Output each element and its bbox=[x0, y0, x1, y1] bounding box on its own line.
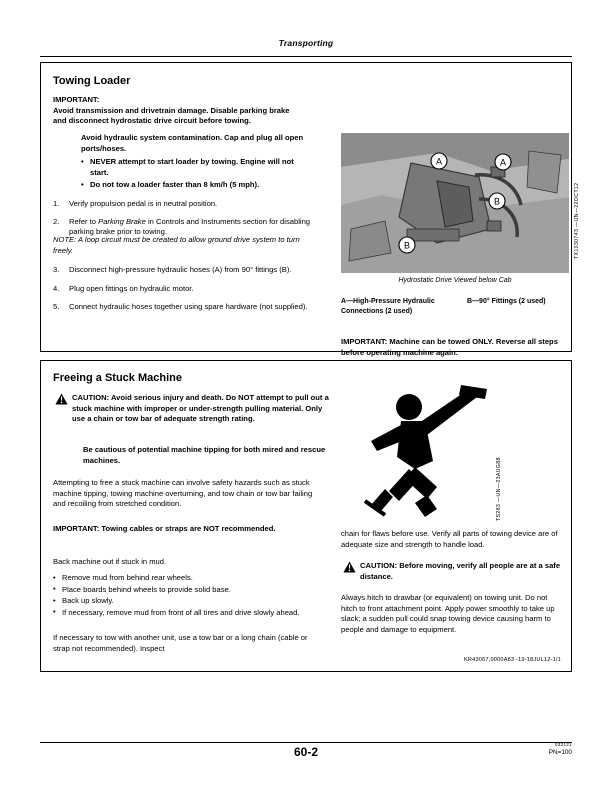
step-italic-ref: Parking Brake bbox=[98, 216, 146, 226]
bullet-dot: • bbox=[53, 595, 56, 605]
hydrostatic-drive-photo bbox=[341, 133, 569, 273]
step-1 bbox=[53, 199, 311, 210]
caution-note-2 bbox=[360, 561, 566, 582]
important-bullets-1 bbox=[81, 157, 307, 192]
step-number: 5. bbox=[53, 302, 60, 312]
important-label: IMPORTANT: bbox=[341, 337, 388, 346]
bullet-text: Place boards behind wheels to provide solid base. bbox=[62, 584, 231, 594]
paragraph-chain-flaws: chain for flaws before use. Verify all parts of towing device are of adequate size and strength to handle load. bbox=[341, 529, 558, 549]
important-note-3 bbox=[53, 524, 313, 535]
caution-note-1-para2: Be cautious of potential machine tipping for both mired and rescue machines. bbox=[83, 445, 326, 465]
important-text: Towing cables or straps are NOT recommended. bbox=[101, 524, 276, 533]
step-number: 4. bbox=[53, 283, 60, 293]
step-4 bbox=[53, 284, 311, 295]
step-text: Connect hydraulic hoses together using spare hardware (not supplied). bbox=[69, 302, 308, 312]
legend-a: A—High-Pressure Hydraulic Connections (2 used) bbox=[341, 298, 435, 315]
svg-text:B: B bbox=[403, 240, 411, 251]
footer-code: PN=100 bbox=[548, 748, 572, 756]
bullet-dot: • bbox=[53, 572, 56, 582]
step-text: Disconnect high-pressure hydraulic hoses (A) from 90° fittings (B). bbox=[69, 265, 292, 274]
bullet-dot: • bbox=[53, 607, 56, 617]
page-number: 60-2 bbox=[293, 745, 319, 759]
bullet-text: NEVER attempt to start loader by towing. Engine will not start. bbox=[90, 157, 294, 177]
warning-triangle-icon-2 bbox=[343, 561, 356, 573]
caution-note-1 bbox=[72, 393, 330, 425]
caution-label: CAUTION: bbox=[360, 561, 398, 570]
towing-steps-2 bbox=[53, 265, 311, 320]
step-text: Refer to Parking Brake in Controls and Instruments section for disabling parking brake prior to towing. bbox=[69, 216, 311, 237]
important-label: IMPORTANT: bbox=[53, 95, 100, 104]
bullet-dot: • bbox=[81, 179, 84, 189]
caution-text: Avoid serious injury and death. Do NOT attempt to pull out a stuck machine with improper or under-strength pulling material. Only use a chain or tow bar of adequate strength rating. bbox=[72, 393, 329, 424]
svg-text:A: A bbox=[435, 156, 443, 167]
footer-code-small: 032121 bbox=[554, 742, 572, 747]
step-3 bbox=[53, 265, 311, 276]
photo-side-code-2: TS263 —UN—23AUG88 bbox=[496, 457, 502, 521]
important-note-1 bbox=[53, 95, 305, 127]
important-note-1-para2: Avoid hydraulic system contamination. Cap and plug all open ports/hoses. bbox=[81, 133, 304, 153]
section-towing-loader bbox=[40, 62, 580, 357]
bullet-text: If necessary, remove mud from front of all tires and drive slowly ahead. bbox=[62, 607, 300, 617]
bullet-text: Remove mud from behind rear wheels. bbox=[62, 573, 193, 582]
paragraph-stuck-hazards: Attempting to free a stuck machine can involve safety hazards such as stuck machine tipping, towing machine overturning, and tow chain or tow bar failing and recoiling from stretched condition. bbox=[53, 478, 313, 509]
bullet-text: Back up slowly. bbox=[62, 596, 114, 606]
caution-text: Before moving, verify all people are at a safe distance. bbox=[360, 561, 561, 581]
bullet-dot: • bbox=[81, 156, 84, 166]
note-loop-circuit: NOTE: A loop circuit must be created to allow ground drive system to turn freely. bbox=[53, 235, 300, 255]
step-number: 1. bbox=[53, 199, 60, 208]
important-note-2 bbox=[341, 337, 569, 358]
legend-b: B—90° Fittings (2 used) bbox=[467, 298, 546, 305]
paragraph-back-machine-out: Back machine out if stuck in mud. bbox=[53, 557, 167, 566]
caution-label: CAUTION: bbox=[72, 393, 110, 402]
bullet-text: Do not tow a loader faster than 8 km/h (5 mph). bbox=[90, 180, 260, 190]
footer-divider bbox=[40, 742, 572, 743]
step-number: 2. bbox=[53, 216, 60, 226]
step-5 bbox=[53, 302, 311, 313]
section-freeing-stuck-machine bbox=[40, 360, 572, 672]
hydrostatic-drive-illustration bbox=[341, 133, 569, 273]
paragraph-hitch-drawbar: Always hitch to drawbar (or equivalent) on towing unit. Do not hitch to front attachment point. Apply power smoothly to take up slack; a sudden pull could snap towing device causing harm to people and damage to equipment. bbox=[341, 593, 555, 634]
important-text: Machine can be towed ONLY. Reverse all steps before operating machine again. bbox=[341, 337, 558, 357]
doc-id-2: KR43067,0000A83 -19-18JUL12-1/1 bbox=[463, 657, 561, 663]
paragraph-tow-bar: If necessary to tow with another unit, use a tow bar or a long chain (cable or strap not recommended). Inspect bbox=[53, 633, 308, 653]
person-stuck-illustration bbox=[341, 383, 491, 525]
page-header: Transporting bbox=[278, 38, 334, 48]
header-divider bbox=[40, 56, 572, 57]
bullet-dot: • bbox=[53, 584, 56, 594]
step-number: 3. bbox=[53, 265, 60, 274]
footer-code-block bbox=[549, 741, 572, 756]
svg-text:B: B bbox=[493, 196, 501, 207]
step-text: Verify propulsion pedal is in neutral position. bbox=[69, 199, 218, 208]
svg-text:A: A bbox=[499, 157, 507, 168]
photo-side-code-1: TX1030743 —UN—22OCT12 bbox=[574, 182, 580, 259]
warning-triangle-icon bbox=[55, 393, 68, 405]
step-text: Plug open fittings on hydraulic motor. bbox=[69, 283, 194, 293]
person-falling-icon bbox=[341, 383, 491, 525]
stuck-machine-bullets bbox=[53, 573, 321, 619]
important-text: Avoid transmission and drivetrain damage. Disable parking brake and disconnect hydrostatic drive circuit before towing. bbox=[53, 105, 290, 126]
section-title-towing-loader: Towing Loader bbox=[53, 75, 131, 87]
section-title-freeing-stuck-machine: Freeing a Stuck Machine bbox=[53, 372, 182, 384]
important-label: IMPORTANT: bbox=[53, 524, 100, 533]
photo-caption-1: Hydrostatic Drive Viewed below Cab bbox=[398, 277, 512, 284]
